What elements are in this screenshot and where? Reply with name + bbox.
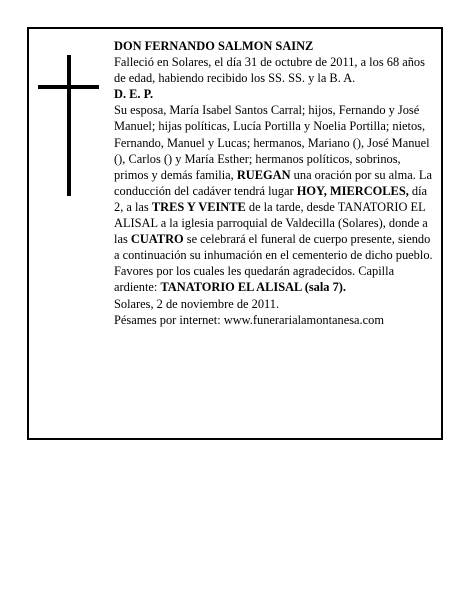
date-place: Solares, 2 de noviembre de 2011. [114, 296, 280, 311]
deceased-name: DON FERNANDO SALMON SAINZ [114, 39, 314, 53]
cross-vertical-bar [67, 55, 71, 196]
funeral-time-text: CUATRO [130, 232, 184, 247]
condolences-line: Pésames por internet: www.funerarialamontanesa.com [114, 312, 384, 327]
time-text: TRES Y VEINTE [151, 199, 246, 214]
family-text-1: Su esposa, María Isabel Santos Carral; hijos, Fernando y José Manuel; hijas políticas, Lucía Portilla y Noelia Portilla; nietos, Fernando, Manuel y Lucas; hermanos, Mariano (), José Manuel (), Carlos () y María Esther; hermanos políticos, sobrinos, primos y demás familia, [114, 103, 430, 182]
family-text-2: una oración por su alma. La conducción del cadáver tendrá lugar [114, 167, 432, 198]
day-text: HOY, MIERCOLES, [296, 183, 409, 198]
death-announcement: Falleció en Solares, el día 31 de octubre de 2011, a los 68 años de edad, habiendo recibido los SS. SS. y la B. A. [114, 55, 425, 86]
ruegan-text: RUEGAN [236, 167, 291, 182]
family-text-5: se celebrará el funeral de cuerpo presente, siendo a continuación su inhumación en el cementerio de dicho pueblo. Favores por los cuales les quedarán agradecidos. Capilla ardiente: [114, 232, 433, 295]
family-paragraph [114, 102, 434, 295]
obituary-text [114, 38, 434, 328]
family-text-3: día 2, a las [114, 183, 428, 214]
family-text-4: de la tarde, desde TANATORIO EL ALISAL a la iglesia parroquial de Valdecilla (Solares), donde a las [114, 199, 428, 247]
cross-horizontal-bar [38, 85, 99, 89]
chapel-text: TANATORIO EL ALISAL (sala 7). [160, 280, 347, 295]
dep-line: D. E. P. [114, 87, 154, 102]
